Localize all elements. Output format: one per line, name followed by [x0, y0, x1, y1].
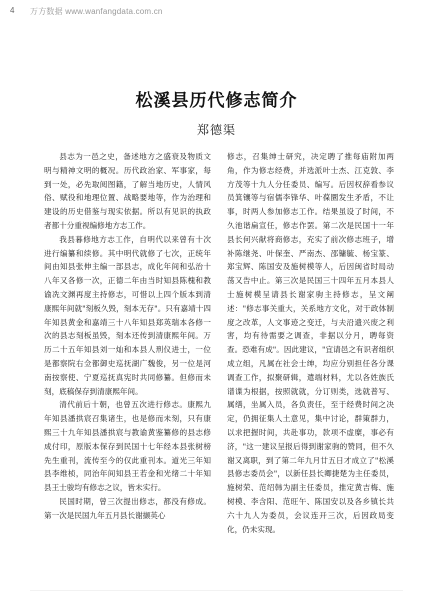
right-column	[227, 150, 394, 536]
paragraph: 县志为一邑之史，备述地方之盛衰及物质文明与精神文明的概况。历代政治家、军事家，每到一处，必先取阅图籍，了解当地历史，人情风俗、赋役和地理位置、战略要地等，作为治理和建设的历史借鉴与现实依据。所以有见识的执政者都十分重视编修地方志工作。	[44, 152, 211, 230]
article-title: 松溪县历代修志简介	[135, 91, 298, 111]
paragraph: 清代前后十朝，也曾五次进行修志。康熙九年知县潘拱宸召集诸生，也是修而未刻，只有康熙三十九年知县潘拱宸与教谕黄鉴纂修的县志修成付印，原版本保存到民国十七年经本县张树榜先生重刊，流传至今的仅此重刊本。道光三年知县李维桢，同治年间知县王若金和光绪二十年知县王士骏均有修志之议，皆未实行。	[44, 400, 211, 493]
page-bottom-edge	[30, 590, 403, 591]
left-column	[44, 150, 211, 523]
article-author: 郑德渠	[196, 123, 236, 137]
page-number: 4	[10, 6, 15, 15]
watermark: 万方数据 www.wanfangdata.com.cn	[30, 7, 163, 16]
paragraph: 修志，召集绅士研究，决定聘了推每庙附加两角，作为修志经费，并选派叶士杰、江克敦、李方茂等十九人分任委员、编写。后因权辞看参议员箕镶等与宿儒李锋华、叶葆圜发生矛盾，不让事，时两人参加修志工作。结果虽设了时间，不久池谐扁宣任，修志作罢。第二次是民国十一年县长何兴献将商修志，充实了前次修志班子，增补陈继尧、叶保奎、严南杰、邵镛毓、杨宝篆、郑宝辉、陈国安及施树模等人，后因闽省时局动荡又告中止。第三次是民国三十四年五月本县人士施树模呈请县长谢家驹主持修志，呈文阐述："修志事关重大，关系地方文化，对于政体制度之改革，人文事迹之变迁，与夫沿遗兴废之利害，均有待需要之调查，非据以分月，聘每资查。恐难有成"。因此建议，"宜请邑之有识者组织成立组，凡属在社会士绅，均应分别担任各分课调查工作，拟聚研辑，遣端材料，尤以各姓族氏谱谍为根据，按照就就，分订则类，选就普写、属缮，坐属入员，各负责任，至于经费时间之决定，仍拥征集人土意见，集中讨论，群策群力，以求把握时间，共赴事功，款项不虚糜，事必有济，"这一建议呈报后得到谢家驹的赞同，但不久谢又离职，到了第二年九月廿五日才成立了"松溪县修志委员会"，以新任县长卿捷楚为主任委员，施树荣、范绍韩为副主任委员，推定黄吉梅、施树模、李含阳、范旺午、陈国安以及各乡镇长共六十九人为委员，会议连开三次，后因政局变化，仍未实现。	[227, 152, 394, 534]
paragraph: 我县暮修地方志工作，自明代以来曾有十次进行编纂和续修。其中明代就修了七次，正统年间由知县张伸主编一部县志，成化年间和弘治十八年又各修一次，正德二年由当时知县陈槐和教谕冼文渊再度主持修志，可惜以上四个版本到清康熙年间就"刻板久毁，刻本无存"。只有嘉靖十四年知县黄金和嘉靖三十八年知县郑英瑞本各修一次的县志刻板虽毁，刻本还传到清康熙年间。万历二十五年知县刘一灿和本县人刑仪进士，一位是都察院右佥都御史巡抚湖广魏俊，另一位是河南按察使、宁夏巡抚真宪时共同修纂。但修而未刻，底稿保存到清康熙年间。	[44, 234, 211, 396]
paragraph: 民国时期，曾三次提出修志，都没有修成。第一次是民国九年五月县长谢撷英心	[44, 496, 211, 520]
